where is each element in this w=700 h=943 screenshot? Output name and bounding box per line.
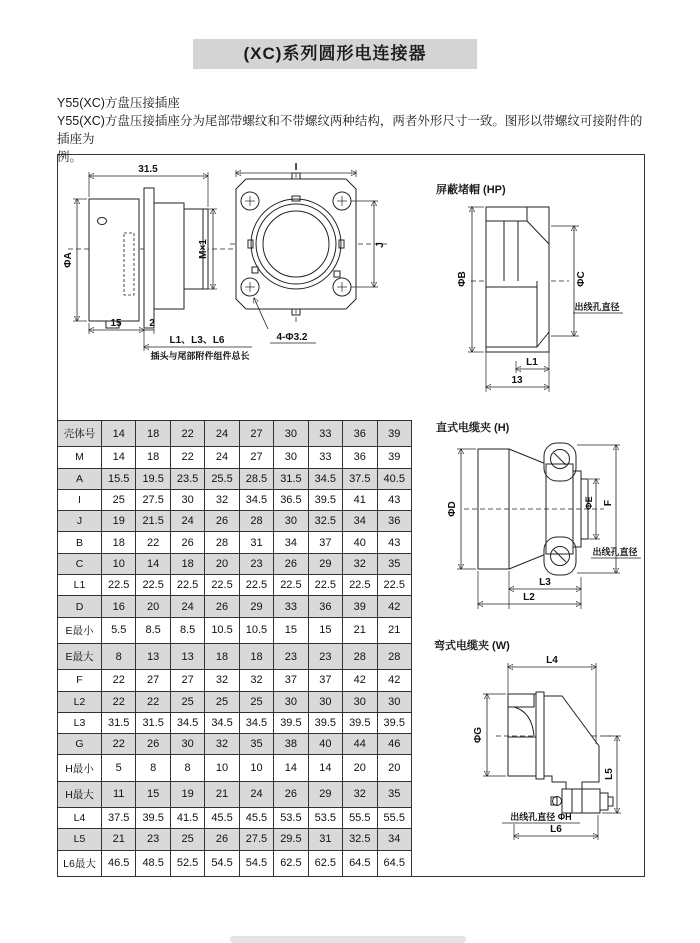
dim-phi-a: ΦA [63,252,74,268]
cell-value: 24 [170,511,204,532]
cell-value: 32.5 [308,511,342,532]
table-row [58,511,412,532]
dim-phi-c: ΦC [576,271,587,287]
cell-value: 53.5 [274,807,308,828]
cell-value: 26 [170,532,204,553]
cell-value: 39 [343,596,377,617]
row-label: E最小 [58,617,102,643]
cell-value: 5.5 [102,617,136,643]
cell-value: 22.5 [170,575,204,596]
row-label: L2 [58,691,102,712]
cell-value: 26 [136,734,170,755]
cell-value: 32.5 [343,829,377,850]
cell-value: 33 [308,421,342,447]
cell-value: 34 [274,532,308,553]
cell-value: 15 [136,781,170,807]
table-row [58,712,412,733]
cell-value: 28.5 [239,468,273,489]
table-row [58,532,412,553]
cell-value: 37 [308,532,342,553]
cell-value: 34.5 [205,712,239,733]
cell-value: 32 [205,670,239,691]
cell-value: 32 [343,553,377,574]
cell-value: 10 [239,755,273,781]
cell-value: 39.5 [377,712,412,733]
cell-value: 31.5 [274,468,308,489]
cell-value: 23.5 [170,468,204,489]
cell-value: 22.5 [239,575,273,596]
cell-value: 25 [170,829,204,850]
table-row [58,781,412,807]
cell-value: 39.5 [343,712,377,733]
cell-value: 14 [308,755,342,781]
cell-value: 35 [377,781,412,807]
cell-value: 24 [239,781,273,807]
cell-value: 25 [102,489,136,510]
cell-value: 55.5 [377,807,412,828]
cell-value: 39 [377,447,412,468]
cell-value: 55.5 [343,807,377,828]
row-label: M [58,447,102,468]
cell-value: 34.5 [239,489,273,510]
cell-value: 28 [377,643,412,669]
cell-value: 30 [308,691,342,712]
cell-value: 11 [102,781,136,807]
table-row [58,596,412,617]
table-row [58,643,412,669]
h-outlet-label: 出线孔直径 [592,547,638,557]
cell-value: 62.5 [274,850,308,876]
cell-value: 32 [205,489,239,510]
dim-phi-b: ΦB [457,271,468,287]
cell-value: 22 [102,734,136,755]
dim-thread: M×1 [198,239,209,259]
cell-value: 31.5 [136,712,170,733]
cell-value: 21.5 [136,511,170,532]
h-clamp-title: 直式电缆夹 (H) [436,422,510,434]
cell-value: 36 [343,447,377,468]
cell-value: 19 [170,781,204,807]
cell-value: 21 [205,781,239,807]
cell-value: 54.5 [239,850,273,876]
cell-value: 45.5 [239,807,273,828]
cell-value: 38 [274,734,308,755]
cell-value: 43 [377,532,412,553]
cell-value: 20 [343,755,377,781]
intro-line1: Y55(XC)方盘压接插座分为尾部带螺纹和不带螺纹两种结构，两者外形尺寸一致。图形以带螺纹可接附件的插座为 [57,114,643,146]
cell-value: 24 [205,421,239,447]
dim-l3: L3 [539,577,551,588]
hp-title: 屏蔽堵帽 (HP) [436,184,506,196]
cell-value: 39.5 [136,807,170,828]
cell-value: 21 [343,617,377,643]
cell-value: 20 [136,596,170,617]
page-title: (XC)系列圆形电连接器 [193,39,477,69]
row-label: L3 [58,712,102,733]
cell-value: 26 [274,553,308,574]
table-row [58,829,412,850]
cell-value: 36.5 [274,489,308,510]
cell-value: 36 [377,511,412,532]
table-row [58,421,412,447]
cell-value: 10 [205,755,239,781]
table-row [58,755,412,781]
cell-value: 30 [377,691,412,712]
cell-value: 26 [205,511,239,532]
cell-value: 27 [239,447,273,468]
cell-value: 42 [377,596,412,617]
cell-value: 24 [205,447,239,468]
table-row [58,489,412,510]
cell-value: 39.5 [274,712,308,733]
cell-value: 18 [102,532,136,553]
dim-phi-g: ΦG [473,727,484,743]
cell-value: 41.5 [170,807,204,828]
dim-phi-e: ΦE [584,496,594,510]
cell-value: 34 [377,829,412,850]
dim-f: F [603,499,614,507]
cell-value: 33 [308,447,342,468]
dim-l6: L6 [550,824,562,835]
row-label: H最小 [58,755,102,781]
cell-value: 25 [239,691,273,712]
row-label: 壳体号 [58,421,102,447]
cell-value: 15.5 [102,468,136,489]
cell-value: 37 [274,670,308,691]
table-row [58,447,412,468]
cell-value: 33 [274,596,308,617]
cell-value: 8 [170,755,204,781]
cell-value: 27 [170,670,204,691]
page-bottom-shadow [230,936,466,943]
hp-outlet-label: 出线孔直径 [574,302,620,312]
cell-value: 26 [274,781,308,807]
cell-value: 54.5 [205,850,239,876]
row-label: H最大 [58,781,102,807]
cell-value: 40 [343,532,377,553]
cell-value: 10.5 [239,617,273,643]
cell-value: 25.5 [205,468,239,489]
cell-value: 31 [239,532,273,553]
cell-value: 30 [274,511,308,532]
cell-value: 27 [239,421,273,447]
cell-value: 39.5 [308,489,342,510]
cell-value: 39.5 [308,712,342,733]
cell-value: 18 [170,553,204,574]
cell-value: 26 [205,829,239,850]
row-label: G [58,734,102,755]
cell-value: 21 [102,829,136,850]
cell-value: 22 [170,421,204,447]
cell-value: 45.5 [205,807,239,828]
dimension-table [57,420,412,877]
cell-value: 22.5 [343,575,377,596]
row-label: A [58,468,102,489]
cell-value: 29.5 [274,829,308,850]
cell-value: 5 [102,755,136,781]
cell-value: 15 [308,617,342,643]
cell-value: 25 [170,691,204,712]
cell-value: 20 [377,755,412,781]
cell-value: 43 [377,489,412,510]
cell-value: 28 [239,511,273,532]
intro-heading: Y55(XC)方盘压接插座 [57,96,180,110]
dim-i: I [294,162,298,173]
cell-value: 22.5 [308,575,342,596]
dim-l4: L4 [546,655,558,666]
dim-lengths: L1、L3、L6 [169,335,225,346]
cell-value: 29 [239,596,273,617]
cell-value: 27.5 [239,829,273,850]
cell-value: 18 [136,421,170,447]
row-label: L5 [58,829,102,850]
cell-value: 36 [308,596,342,617]
cell-value: 48.5 [136,850,170,876]
cell-value: 64.5 [343,850,377,876]
cell-value: 23 [239,553,273,574]
cell-value: 41 [343,489,377,510]
cell-value: 39 [377,421,412,447]
dim-j: J [375,242,386,248]
cell-value: 30 [274,691,308,712]
cell-value: 31.5 [102,712,136,733]
cell-value: 8 [136,755,170,781]
cell-value: 27.5 [136,489,170,510]
table-row [58,575,412,596]
cell-value: 22 [136,532,170,553]
row-label: E最大 [58,643,102,669]
cell-value: 32 [205,734,239,755]
cell-value: 22.5 [102,575,136,596]
cell-value: 42 [343,670,377,691]
cell-value: 42 [377,670,412,691]
cell-value: 23 [308,643,342,669]
cell-value: 30 [343,691,377,712]
cell-value: 34.5 [170,712,204,733]
cell-value: 18 [239,643,273,669]
angle-clamp-drawing [456,654,651,854]
cell-value: 36 [343,421,377,447]
row-label: J [58,511,102,532]
dim-2: 2 [149,318,155,329]
cell-value: 21 [377,617,412,643]
front-view-drawing [230,161,422,361]
cell-value: 23 [274,643,308,669]
cell-value: 15 [274,617,308,643]
cell-value: 10.5 [205,617,239,643]
cell-value: 44 [343,734,377,755]
row-label: C [58,553,102,574]
table-row [58,807,412,828]
dim-l1: L1 [526,357,538,368]
row-label: D [58,596,102,617]
cell-value: 64.5 [377,850,412,876]
cell-value: 62.5 [308,850,342,876]
cell-value: 35 [377,553,412,574]
drawing-frame [57,154,645,877]
row-label: L4 [58,807,102,828]
cell-value: 30 [170,734,204,755]
cell-value: 18 [205,643,239,669]
row-label: L6最大 [58,850,102,876]
table-row [58,850,412,876]
cell-value: 28 [205,532,239,553]
cell-value: 40 [308,734,342,755]
table-row [58,553,412,574]
w-outlet-label: 出线孔直径 ΦH [510,812,572,822]
cell-value: 32 [239,670,273,691]
cell-value: 30 [274,421,308,447]
cell-value: 27 [136,670,170,691]
cell-value: 31 [308,829,342,850]
cell-value: 34.5 [239,712,273,733]
cell-value: 52.5 [170,850,204,876]
dim-l2: L2 [523,592,535,603]
cell-value: 8.5 [170,617,204,643]
table-row [58,617,412,643]
cell-value: 24 [170,596,204,617]
cell-value: 29 [308,553,342,574]
side-view-note: 插头与尾部附件组件总长 [150,351,250,361]
cell-value: 23 [136,829,170,850]
cell-value: 14 [274,755,308,781]
row-label: L1 [58,575,102,596]
cell-value: 37.5 [102,807,136,828]
cell-value: 22 [102,691,136,712]
cell-value: 29 [308,781,342,807]
cell-value: 30 [274,447,308,468]
cell-value: 46.5 [102,850,136,876]
cell-value: 22.5 [205,575,239,596]
cell-value: 22 [102,670,136,691]
cell-value: 13 [170,643,204,669]
cell-value: 16 [102,596,136,617]
table-row [58,691,412,712]
dim-13: 13 [511,375,523,386]
dim-15: 15 [110,318,122,329]
cell-value: 10 [102,553,136,574]
cell-value: 26 [205,596,239,617]
cell-value: 35 [239,734,273,755]
hp-cap-drawing [449,199,649,397]
cell-value: 22.5 [136,575,170,596]
table-row [58,734,412,755]
cell-value: 32 [343,781,377,807]
cell-value: 34 [343,511,377,532]
cell-value: 28 [343,643,377,669]
cell-value: 14 [136,553,170,574]
cell-value: 19.5 [136,468,170,489]
dim-31-5: 31.5 [138,164,158,175]
w-clamp-title: 弯式电缆夹 (W) [434,640,510,652]
cell-value: 34.5 [308,468,342,489]
row-label: F [58,670,102,691]
cell-value: 14 [102,447,136,468]
cell-value: 22 [170,447,204,468]
cell-value: 30 [170,489,204,510]
cell-value: 8.5 [136,617,170,643]
row-label: I [58,489,102,510]
intro-line2: 例。 [57,150,83,164]
cell-value: 19 [102,511,136,532]
cell-value: 25 [205,691,239,712]
cell-value: 37.5 [343,468,377,489]
cell-value: 37 [308,670,342,691]
dim-phi-d: ΦD [447,501,458,517]
cell-value: 18 [136,447,170,468]
holes-label: 4-Φ3.2 [276,332,308,343]
cell-value: 14 [102,421,136,447]
cell-value: 46 [377,734,412,755]
cell-value: 22.5 [377,575,412,596]
cell-value: 53.5 [308,807,342,828]
cell-value: 8 [102,643,136,669]
dim-l5: L5 [604,768,615,780]
straight-clamp-drawing [449,441,649,616]
cell-value: 40.5 [377,468,412,489]
cell-value: 13 [136,643,170,669]
row-label: B [58,532,102,553]
cell-value: 20 [205,553,239,574]
cell-value: 22.5 [274,575,308,596]
cell-value: 22 [136,691,170,712]
table-row [58,670,412,691]
table-row [58,468,412,489]
